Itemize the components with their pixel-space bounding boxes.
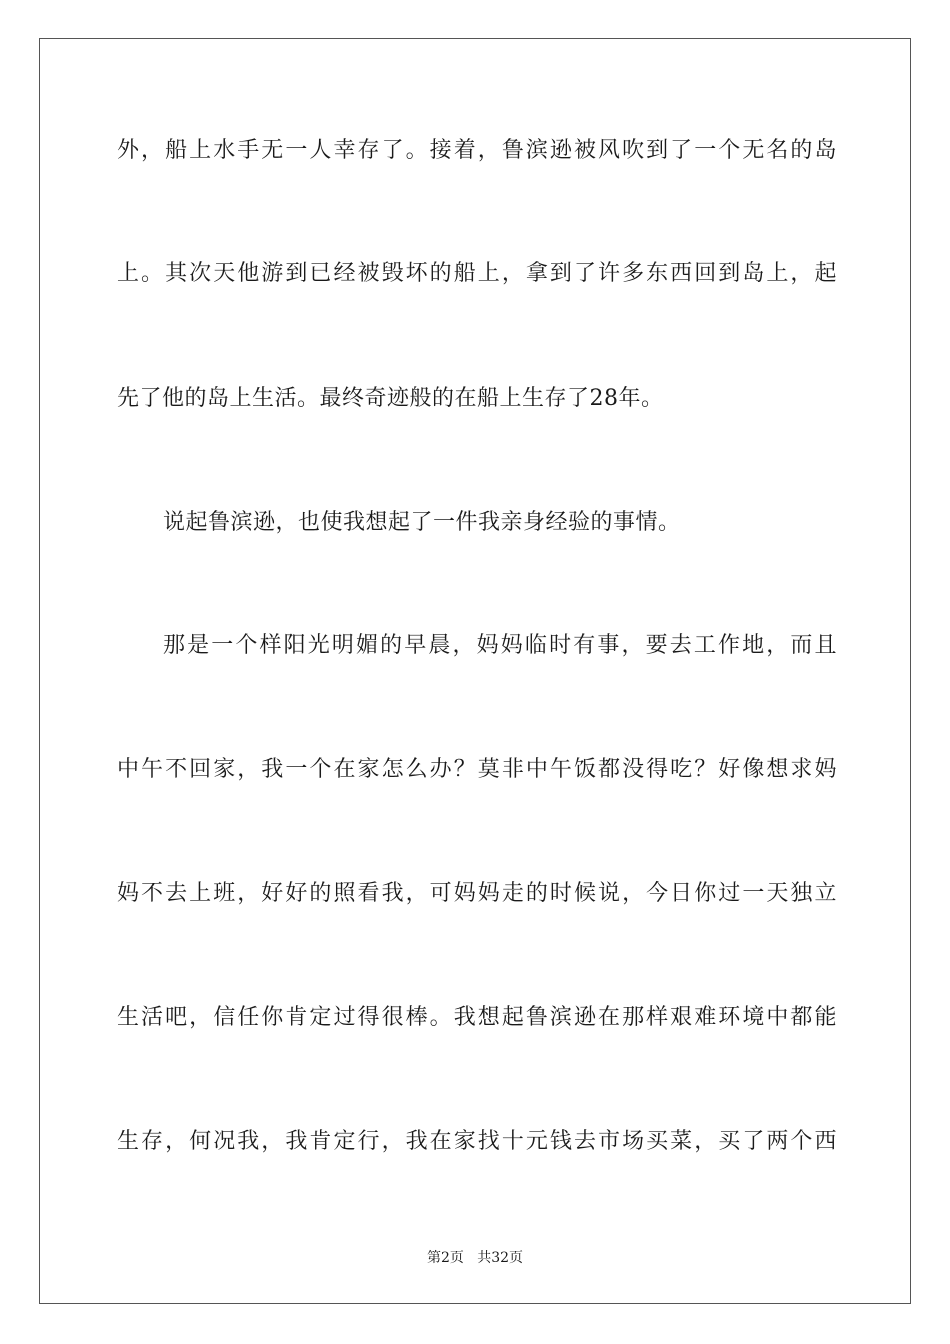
page-border: [39, 38, 911, 1304]
text-line-5: 那是一个样阳光明媚的早晨，妈妈临时有事，要去工作地，而且: [163, 633, 837, 658]
text-line-8: 生活吧，信任你肯定过得很棒。我想起鲁滨逊在那样艰难环境中都能: [117, 1005, 837, 1030]
page-number-footer: 第2页 共32页: [426, 1250, 524, 1266]
text-line-9: 生存，何况我，我肯定行，我在家找十元钱去市场买菜，买了两个西: [117, 1129, 837, 1154]
text-line-4: 说起鲁滨逊，也使我想起了一件我亲身经验的事情。: [163, 510, 681, 535]
text-line-3: 先了他的岛上生活。最终奇迹般的在船上生存了28年。: [117, 386, 664, 411]
text-line-1: 外，船上水手无一人幸存了。接着，鲁滨逊被风吹到了一个无名的岛: [117, 138, 837, 163]
text-line-2: 上。其次天他游到已经被毁坏的船上，拿到了许多东西回到岛上，起: [117, 261, 837, 286]
text-line-7: 妈不去上班，好好的照看我，可妈妈走的时候说，今日你过一天独立: [117, 881, 837, 906]
text-line-6: 中午不回家，我一个在家怎么办？莫非中午饭都没得吃？好像想求妈: [117, 757, 837, 782]
